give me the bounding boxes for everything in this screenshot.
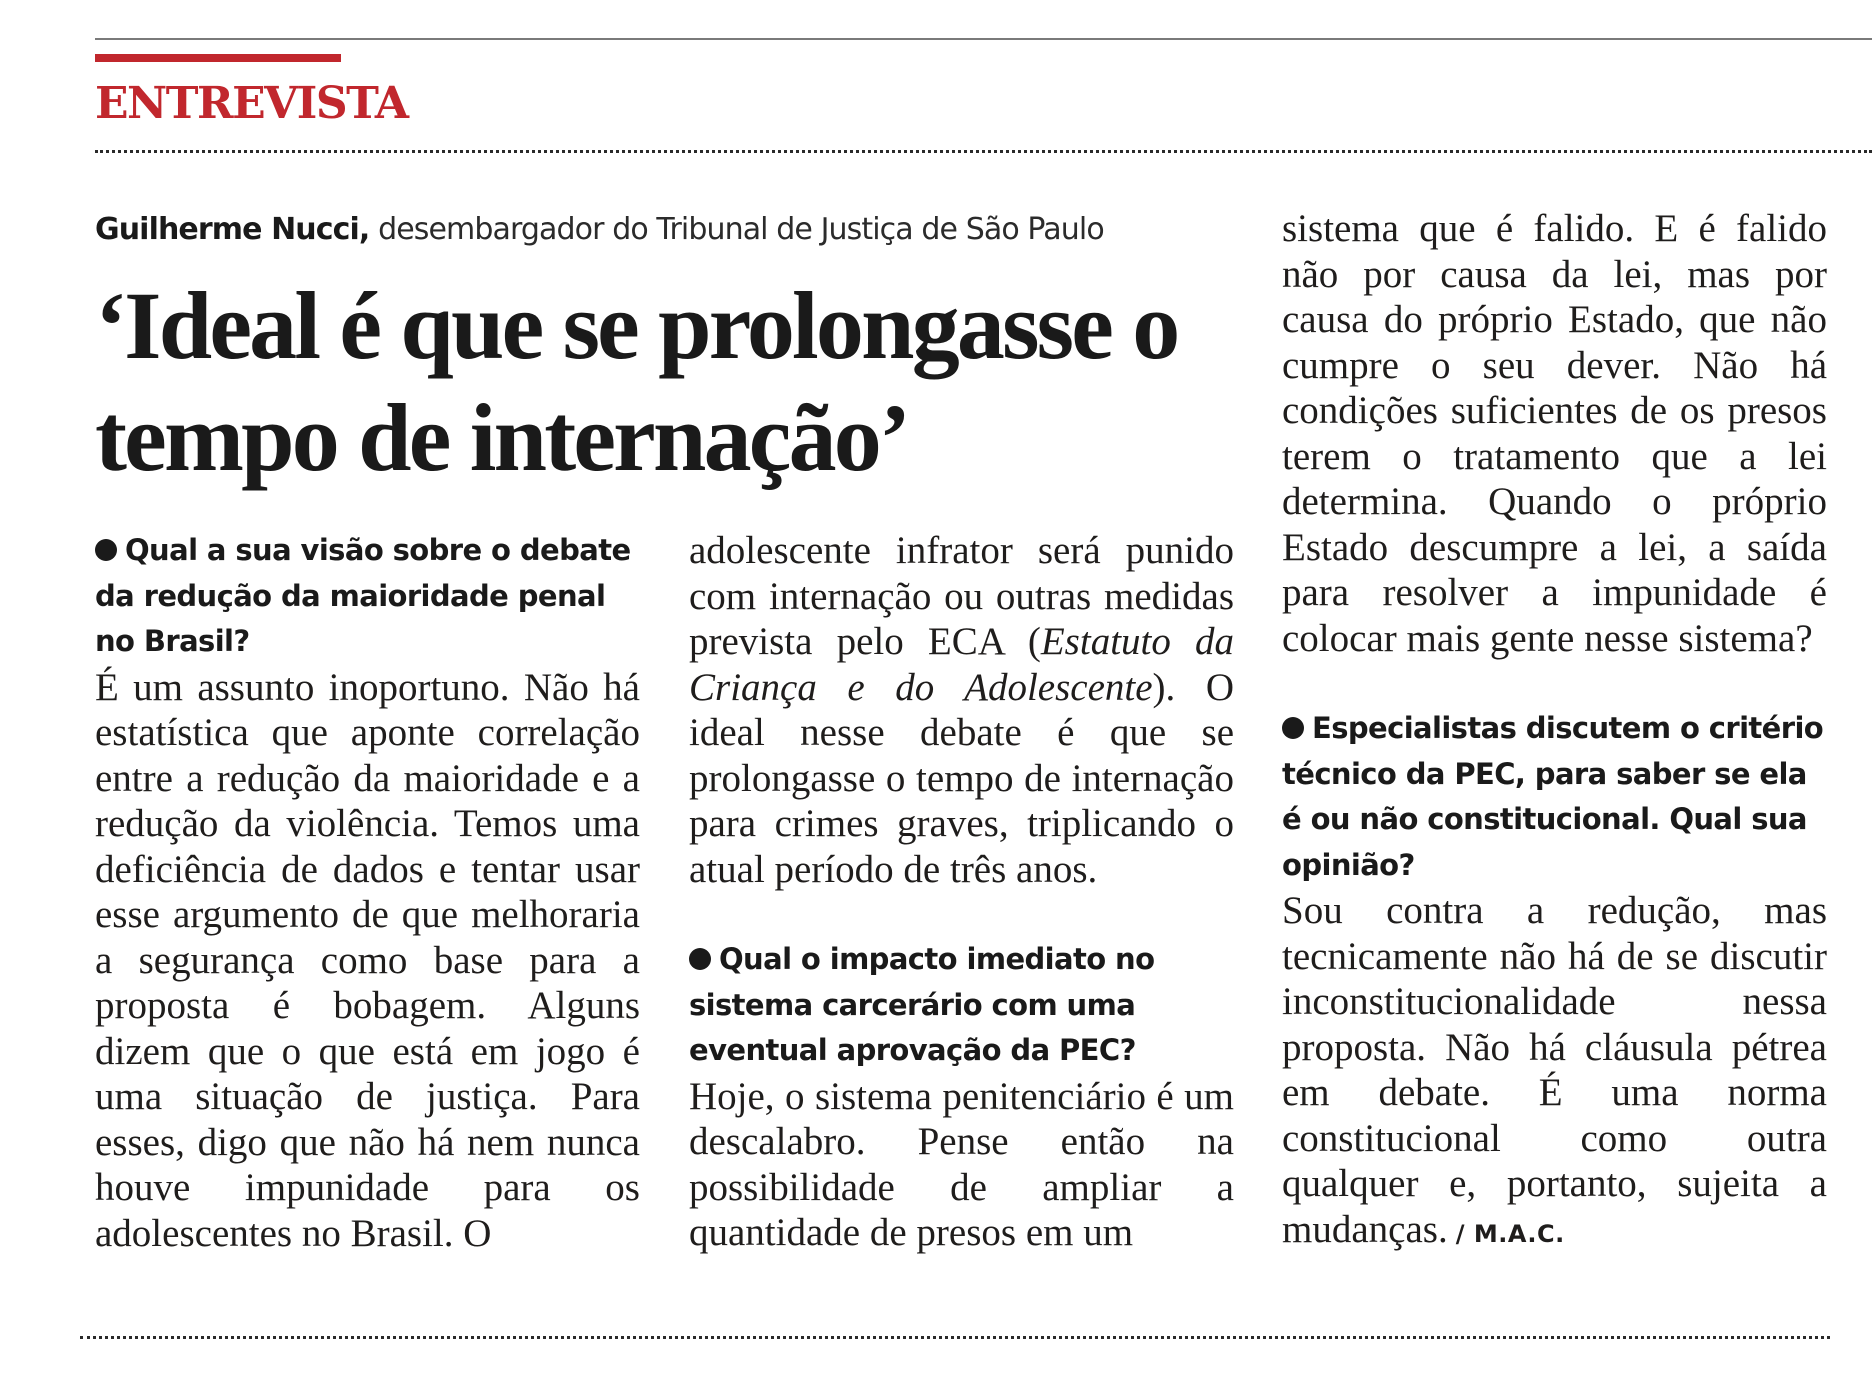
author-signature: / M.A.C. (1455, 1219, 1565, 1248)
question-3 (1282, 706, 1827, 888)
bullet-icon (689, 948, 711, 970)
answer-2: Hoje, o sistema penitenciário é um descalabro. Pense então na possibilidade de ampliar a quantidade de presos em um (689, 1074, 1234, 1254)
paragraph-gap (1282, 661, 1827, 706)
question-2-text: Qual o impacto imediato no sistema carcerário com uma eventual aprovação da PEC? (689, 942, 1155, 1067)
article-column-1 (95, 528, 640, 1256)
question-1 (95, 528, 640, 665)
headline: ‘Ideal é que se prolongasse o tempo de internação’ (95, 272, 1178, 491)
answer-1-text-a: adolescente infrator será punido com internação ou outras medidas prevista pelo ECA ( (689, 529, 1234, 663)
top-rule (95, 38, 1872, 40)
answer-3-text: Sou contra a redução, mas tecnicamente não há de se discutir inconstitucionalidade nessa proposta. Não há cláusula pétrea em debate. É uma norma constitucional como outra qualquer e, portanto, sujeita a mudanças. (1282, 889, 1827, 1251)
question-3-text: Especialistas discutem o critério técnico da PEC, para saber se ela é ou não constitucional. Qual sua opinião? (1282, 711, 1824, 882)
question-2 (689, 937, 1234, 1074)
answer-3 (1282, 888, 1827, 1257)
paragraph-gap (689, 892, 1234, 937)
question-1-text: Qual a sua visão sobre o debate da redução da maioridade penal no Brasil? (95, 533, 631, 658)
eca-full-name: Estatuto da Criança e do Adolescente (689, 620, 1235, 709)
article-column-3 (1282, 206, 1827, 1257)
section-accent-bar (95, 54, 341, 62)
interviewee-name: Guilherme Nucci, (95, 212, 370, 247)
dotted-divider-bottom (80, 1336, 1830, 1339)
answer-1: É um assunto inoportuno. Não há estatística que aponte correlação entre a redução da maioridade e a redução da violência. Temos uma deficiência de dados e tentar usar esse argumento de que melhoraria a segurança como base para a proposta é bobagem. Alguns dizem que o que está em jogo é uma situação de justiça. Para esses, digo que não há nem nunca houve impunidade para os adolescentes no Brasil. O (95, 665, 640, 1255)
bullet-icon (95, 539, 117, 561)
answer-1-text-b: ). O ideal nesse debate é que se prolongasse o tempo de internação para crimes graves, triplicando o atual período de três anos. (689, 665, 1234, 891)
answer-2-continued: sistema que é falido. E é falido não por causa da lei, mas por causa do próprio Estado, que não cumpre o seu dever. Não há condições suficientes de os presos terem o tratamento que a lei determina. Quando o próprio Estado descumpre a lei, a saída para resolver a impunidade é colocar mais gente nesse sistema? (1282, 207, 1827, 660)
section-label: ENTREVISTA (95, 78, 408, 129)
bullet-icon (1282, 717, 1304, 739)
dotted-divider-top (95, 150, 1872, 153)
answer-1-continued (689, 528, 1234, 892)
article-column-2 (689, 528, 1234, 1256)
interviewee-role: desembargador do Tribunal de Justiça de São Paulo (378, 212, 1104, 247)
byline (95, 210, 1104, 250)
